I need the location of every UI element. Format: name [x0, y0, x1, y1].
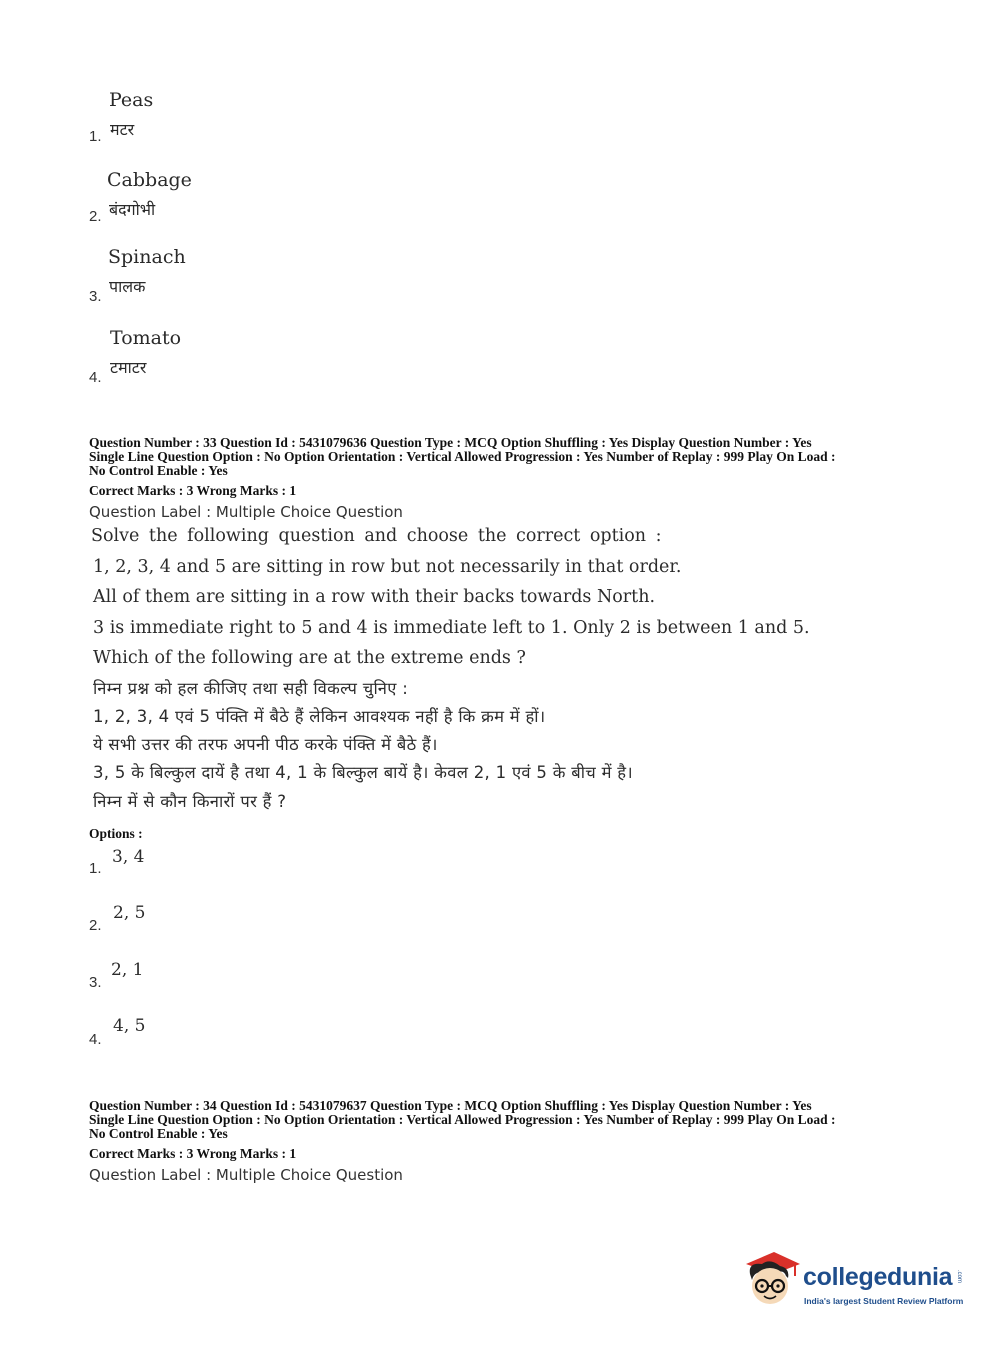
prev-option-3-number: 3.: [89, 288, 102, 305]
prev-option-2-hindi: बंदगोभी: [109, 200, 156, 219]
q34-question-label: Question Label : Multiple Choice Question: [89, 1166, 403, 1184]
prev-option-4-english: Tomato: [110, 327, 182, 349]
q33-option-1-value: 3, 4: [112, 847, 145, 867]
prev-option-3-english: Spinach: [108, 246, 186, 268]
q33-option-4-value: 4, 5: [113, 1016, 146, 1036]
q34-meta-line-3: No Control Enable : Yes: [89, 1126, 228, 1141]
q33-option-2-value: 2, 5: [113, 903, 146, 923]
q33-question-label: Question Label : Multiple Choice Question: [89, 503, 403, 521]
q33-options-heading: Options :: [89, 826, 143, 841]
q33-option-3-number: 3.: [89, 974, 102, 991]
prev-option-1-number: 1.: [89, 128, 102, 145]
q33-text-hi-1: निम्न प्रश्न को हल कीजिए तथा सही विकल्प चुनिए :: [93, 679, 409, 698]
prev-option-3-hindi: पालक: [109, 277, 146, 296]
q33-meta-line-1: Question Number : 33 Question Id : 5431079636 Question Type : MCQ Option Shuffling : Yes Display Question Number : Yes: [89, 435, 812, 450]
q33-option-4-number: 4.: [89, 1031, 102, 1048]
logo-tagline: India's largest Student Review Platform: [804, 1296, 964, 1306]
q33-option-3-value: 2, 1: [111, 960, 144, 980]
q34-marks: Correct Marks : 3 Wrong Marks : 1: [89, 1146, 297, 1161]
prev-option-1-hindi: मटर: [110, 120, 135, 139]
prev-option-4-number: 4.: [89, 369, 102, 386]
mascot-icon: [740, 1248, 802, 1312]
q34-meta-line-2: Single Line Question Option : No Option Orientation : Vertical Allowed Progression : Yes Number of Replay : 999 Play On Load :: [89, 1112, 836, 1127]
logo-name: collegedunia: [803, 1263, 953, 1291]
q33-text-en-5: Which of the following are at the extreme ends ?: [93, 648, 526, 668]
q33-option-2-number: 2.: [89, 917, 102, 934]
prev-option-2-number: 2.: [89, 208, 102, 225]
logo-domain-suffix: .com: [956, 1270, 962, 1284]
prev-option-4-hindi: टमाटर: [110, 358, 147, 377]
q33-text-en-1: Solve the following question and choose the correct option :: [91, 526, 662, 546]
q33-text-en-2: 1, 2, 3, 4 and 5 are sitting in row but not necessarily in that order.: [93, 557, 682, 577]
prev-option-1-english: Peas: [109, 89, 154, 111]
q33-option-1-number: 1.: [89, 860, 102, 877]
q33-text-hi-4: 3, 5 के बिल्कुल दायें है तथा 4, 1 के बिल्कुल बायें है। केवल 2, 1 एवं 5 के बीच में है।: [93, 763, 633, 782]
q33-text-hi-2: 1, 2, 3, 4 एवं 5 पंक्ति में बैठे हैं लेकिन आवश्यक नहीं है कि क्रम में हों।: [93, 707, 546, 726]
q33-meta-line-3: No Control Enable : Yes: [89, 463, 228, 478]
q33-marks: Correct Marks : 3 Wrong Marks : 1: [89, 483, 297, 498]
q33-text-hi-3: ये सभी उत्तर की तरफ अपनी पीठ करके पंक्ति में बैठे हैं।: [93, 735, 438, 754]
q33-text-en-3: All of them are sitting in a row with their backs towards North.: [93, 587, 656, 607]
q34-meta-line-1: Question Number : 34 Question Id : 5431079637 Question Type : MCQ Option Shuffling : Yes Display Question Number : Yes: [89, 1098, 812, 1113]
q33-text-hi-5: निम्न में से कौन किनारों पर हैं ?: [93, 792, 287, 811]
collegedunia-logo: [740, 1248, 970, 1318]
q33-text-en-4: 3 is immediate right to 5 and 4 is immediate left to 1. Only 2 is between 1 and 5.: [93, 618, 810, 638]
q33-meta-line-2: Single Line Question Option : No Option Orientation : Vertical Allowed Progression : Yes Number of Replay : 999 Play On Load :: [89, 449, 836, 464]
prev-option-2-english: Cabbage: [107, 169, 192, 191]
